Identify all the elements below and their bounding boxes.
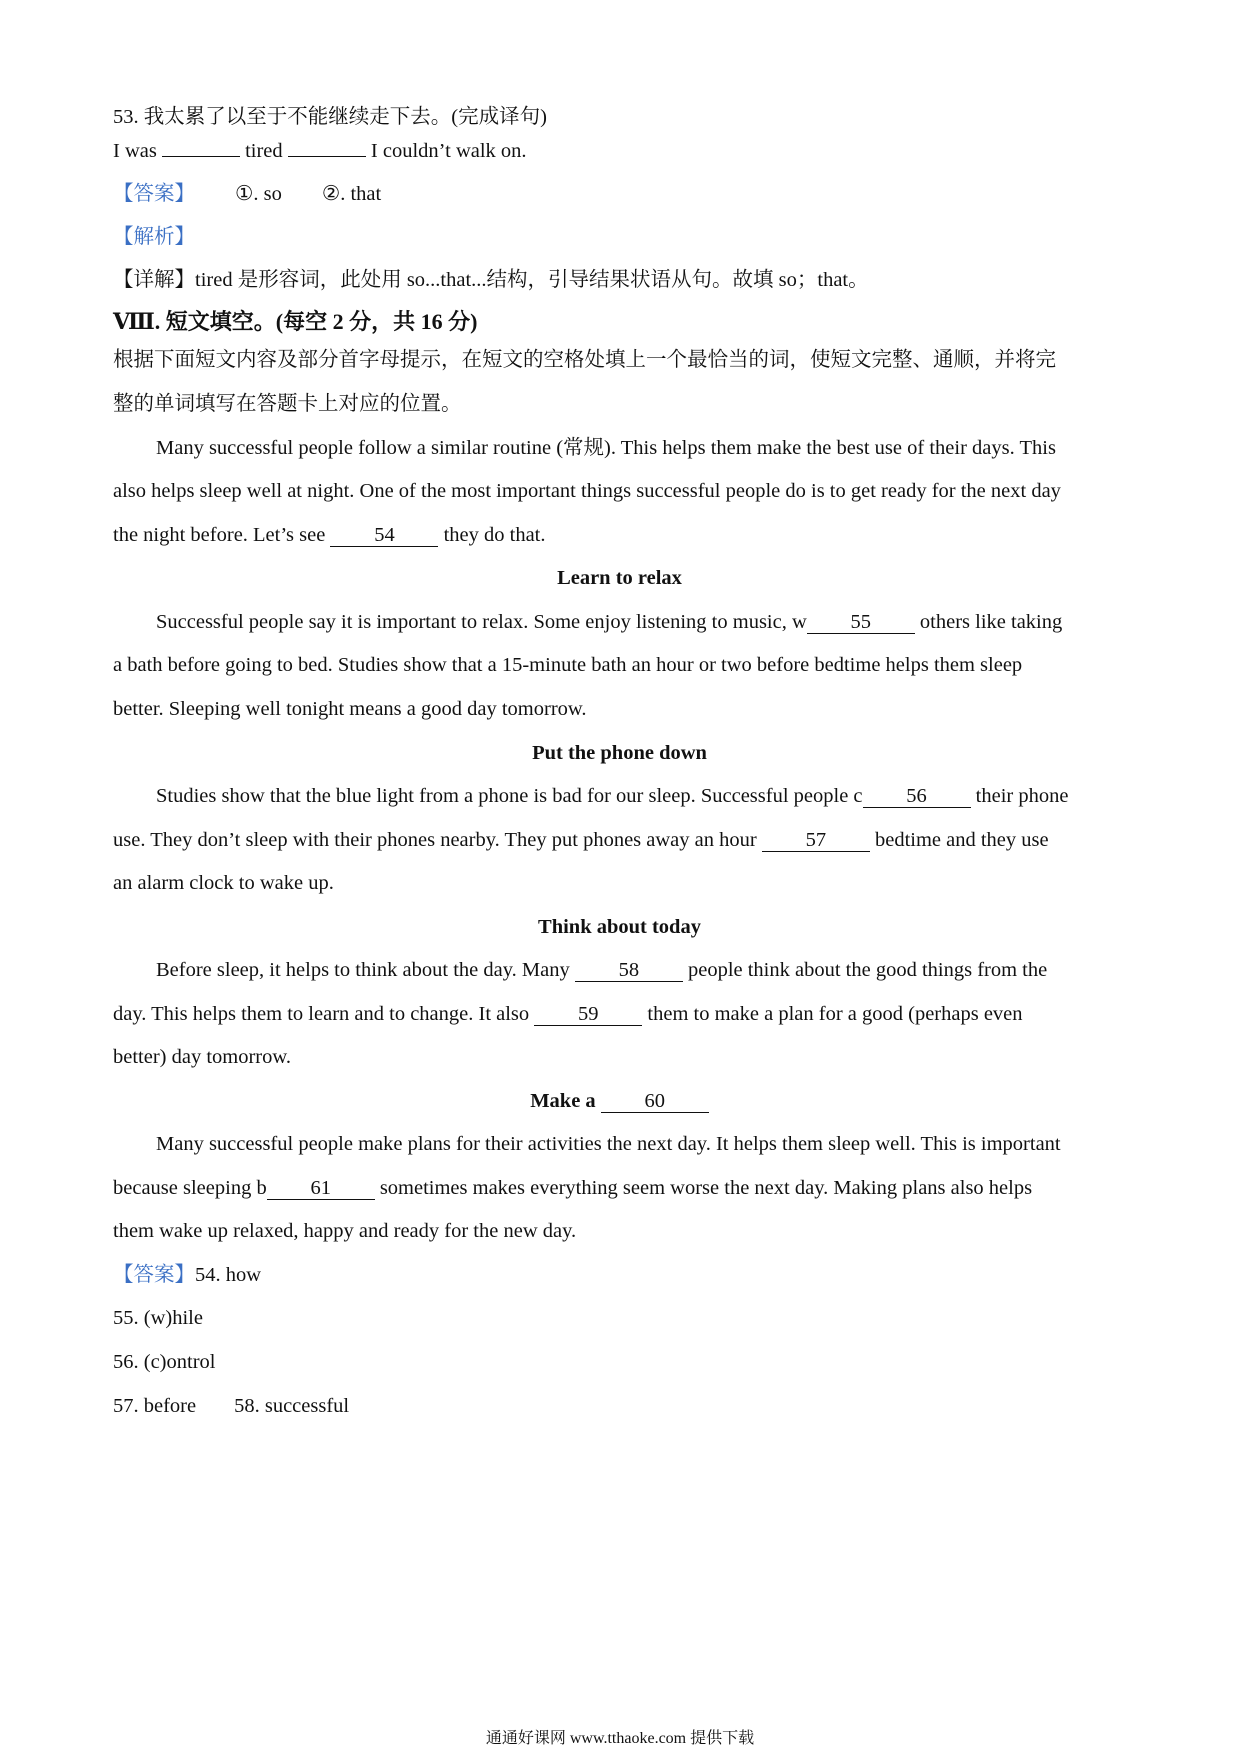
passage-line: an alarm clock to wake up. — [113, 872, 334, 894]
q53-answer — [113, 179, 1126, 209]
passage-line: the night before. Let’s see 54 they do that. — [113, 524, 546, 546]
answer-56: 56. (c)ontrol — [113, 1351, 216, 1373]
passage-line: day. This helps them to learn and to change. It also 59 them to make a plan for a good (perhaps even — [113, 1003, 1023, 1025]
q53-sentence: I was tired I couldn’t walk on. — [113, 140, 527, 162]
q53-answer-2: ②. that — [321, 183, 382, 205]
passage-line: a bath before going to bed. Studies show that a 15-minute bath an hour or two before bedtime helps them sleep — [113, 654, 1023, 676]
passage-line: Many successful people follow a similar routine (常规). This helps them make the best use of their days. This — [156, 437, 1056, 459]
q53-prompt: 53. 我太累了以至于不能继续走下去。(完成译句) — [113, 106, 547, 128]
passage-line: better) day tomorrow. — [113, 1046, 291, 1068]
blank-55: 55 — [807, 611, 915, 634]
passage-line: Successful people say it is important to relax. Some enjoy listening to music, w 55 others like taking — [156, 611, 1063, 633]
answer-55: 55. (w)hile — [113, 1307, 203, 1329]
passage-line: better. Sleeping well tonight means a good day tomorrow. — [113, 698, 587, 720]
footer-watermark: 通通好课网 www.tthaoke.com 提供下载 — [485, 1730, 755, 1747]
answer-tag: 【答案】 — [113, 183, 195, 205]
answer-54: 【答案】54. how — [113, 1264, 262, 1286]
blank-60: 60 — [601, 1090, 709, 1113]
q53-blank-2 — [288, 156, 366, 157]
blank-58: 58 — [575, 959, 683, 982]
section-instructions-1: 根据下面短文内容及部分首字母提示，在短文的空格处填上一个最恰当的词，使短文完整、通顺，并将完 — [113, 349, 1056, 371]
heading-make-a-blank: Make a 60 — [113, 1086, 1126, 1116]
passage-line: Studies show that the blue light from a phone is bad for our sleep. Successful people c 56 their phone — [156, 785, 1069, 807]
blank-54: 54 — [330, 524, 438, 547]
q53-blank-1 — [162, 156, 240, 157]
blank-61: 61 — [267, 1177, 375, 1200]
blank-56: 56 — [863, 785, 971, 808]
heading-think-about-today: Think about today — [538, 916, 701, 938]
q53-analysis: 【解析】 — [113, 226, 195, 248]
passage-line: because sleeping b 61 sometimes makes everything seem worse the next day. Making plans also helps — [113, 1177, 1033, 1199]
passage-line: Before sleep, it helps to think about the day. Many 58 people think about the good things from the — [156, 959, 1048, 981]
blank-57: 57 — [762, 829, 870, 852]
heading-learn-to-relax: Learn to relax — [557, 567, 682, 589]
section-title: Ⅷ. 短文填空。(每空 2 分，共 16 分) — [113, 309, 478, 334]
section-instructions-2: 整的单词填写在答题卡上对应的位置。 — [113, 393, 462, 415]
blank-59: 59 — [534, 1003, 642, 1026]
heading-put-phone-down: Put the phone down — [532, 742, 707, 764]
q53-answer-1: ①. so — [235, 183, 282, 205]
answer-tag: 【答案】 — [113, 1264, 195, 1286]
passage-line: use. They don’t sleep with their phones nearby. They put phones away an hour 57 bedtime and they use — [113, 829, 1049, 851]
passage-line: Many successful people make plans for their activities the next day. It helps them sleep well. This is important — [156, 1133, 1061, 1155]
passage-line: also helps sleep well at night. One of the most important things successful people do is to get ready for the next day — [113, 480, 1061, 502]
passage-line: them wake up relaxed, happy and ready for the new day. — [113, 1220, 577, 1242]
answer-57-58: 57. before 58. successful — [113, 1395, 350, 1417]
q53-detail: 【详解】tired 是形容词，此处用 so...that...结构，引导结果状语从句。故填 so；that。 — [113, 269, 869, 291]
